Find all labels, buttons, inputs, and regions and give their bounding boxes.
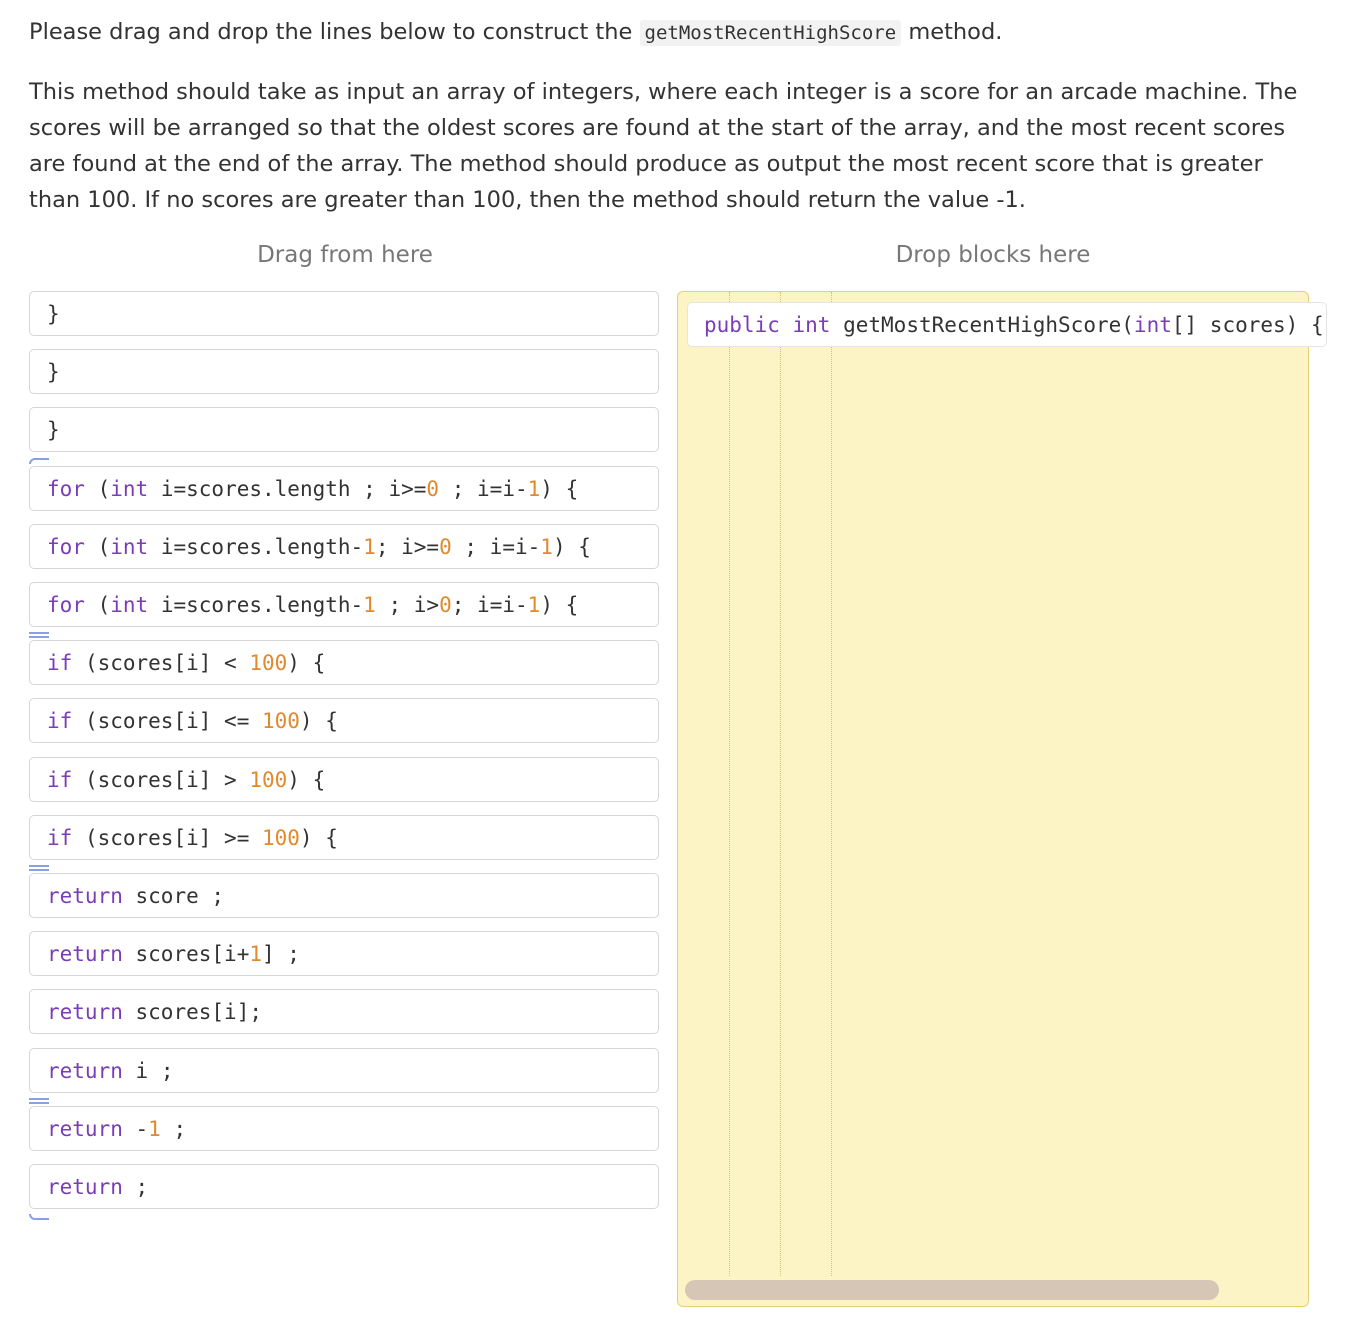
group-marker bbox=[29, 458, 49, 464]
code-block[interactable]: } bbox=[29, 291, 659, 336]
instruction-line bbox=[29, 14, 1319, 51]
code-block[interactable]: for (int i=scores.length-1 ; i>0; i=i-1) { bbox=[29, 582, 659, 627]
target-header: Drop blocks here bbox=[895, 242, 1091, 268]
code-block[interactable]: return i ; bbox=[29, 1048, 659, 1093]
code-block[interactable]: } bbox=[29, 349, 659, 394]
code-block[interactable]: return scores[i+1] ; bbox=[29, 931, 659, 976]
problem-description: This method should take as input an array of integers, where each integer is a score for an arcade machine. The scores will be arranged so that the oldest scores are found at the start of the array, and the most recent scores are found at the end of the array. The method should produce as output the most recent score that is greater than 100. If no scores are greater than 100, then the method should return the value -1. bbox=[29, 79, 1298, 213]
group-marker bbox=[29, 1098, 49, 1104]
instruction-text: Please drag and drop the lines below to construct the bbox=[29, 19, 640, 45]
indent-guide bbox=[780, 292, 781, 1276]
group-marker bbox=[29, 632, 49, 638]
code-block[interactable]: return ; bbox=[29, 1164, 659, 1209]
code-block[interactable]: if (scores[i] < 100) { bbox=[29, 640, 659, 685]
horizontal-scrollbar[interactable] bbox=[685, 1280, 1219, 1300]
indent-guide bbox=[729, 292, 730, 1276]
source-header: Drag from here bbox=[257, 242, 433, 268]
instruction-text-end: method. bbox=[901, 19, 1003, 45]
code-block[interactable]: for (int i=scores.length ; i>=0 ; i=i-1) { bbox=[29, 466, 659, 511]
code-block[interactable]: } bbox=[29, 407, 659, 452]
code-block[interactable]: return scores[i]; bbox=[29, 989, 659, 1034]
target-block[interactable]: public int getMostRecentHighScore(int[] scores) { bbox=[687, 302, 1327, 347]
group-marker bbox=[29, 1214, 49, 1220]
code-block[interactable]: return -1 ; bbox=[29, 1106, 659, 1151]
code-block[interactable]: if (scores[i] <= 100) { bbox=[29, 698, 659, 743]
drop-area[interactable] bbox=[677, 291, 1324, 1307]
group-marker bbox=[29, 865, 49, 871]
indent-guide bbox=[831, 292, 832, 1276]
code-block[interactable]: if (scores[i] >= 100) { bbox=[29, 815, 659, 860]
method-name-code: getMostRecentHighScore bbox=[640, 20, 902, 46]
code-block[interactable]: if (scores[i] > 100) { bbox=[29, 757, 659, 802]
code-block[interactable]: for (int i=scores.length-1; i>=0 ; i=i-1) { bbox=[29, 524, 659, 569]
code-block[interactable]: return score ; bbox=[29, 873, 659, 918]
